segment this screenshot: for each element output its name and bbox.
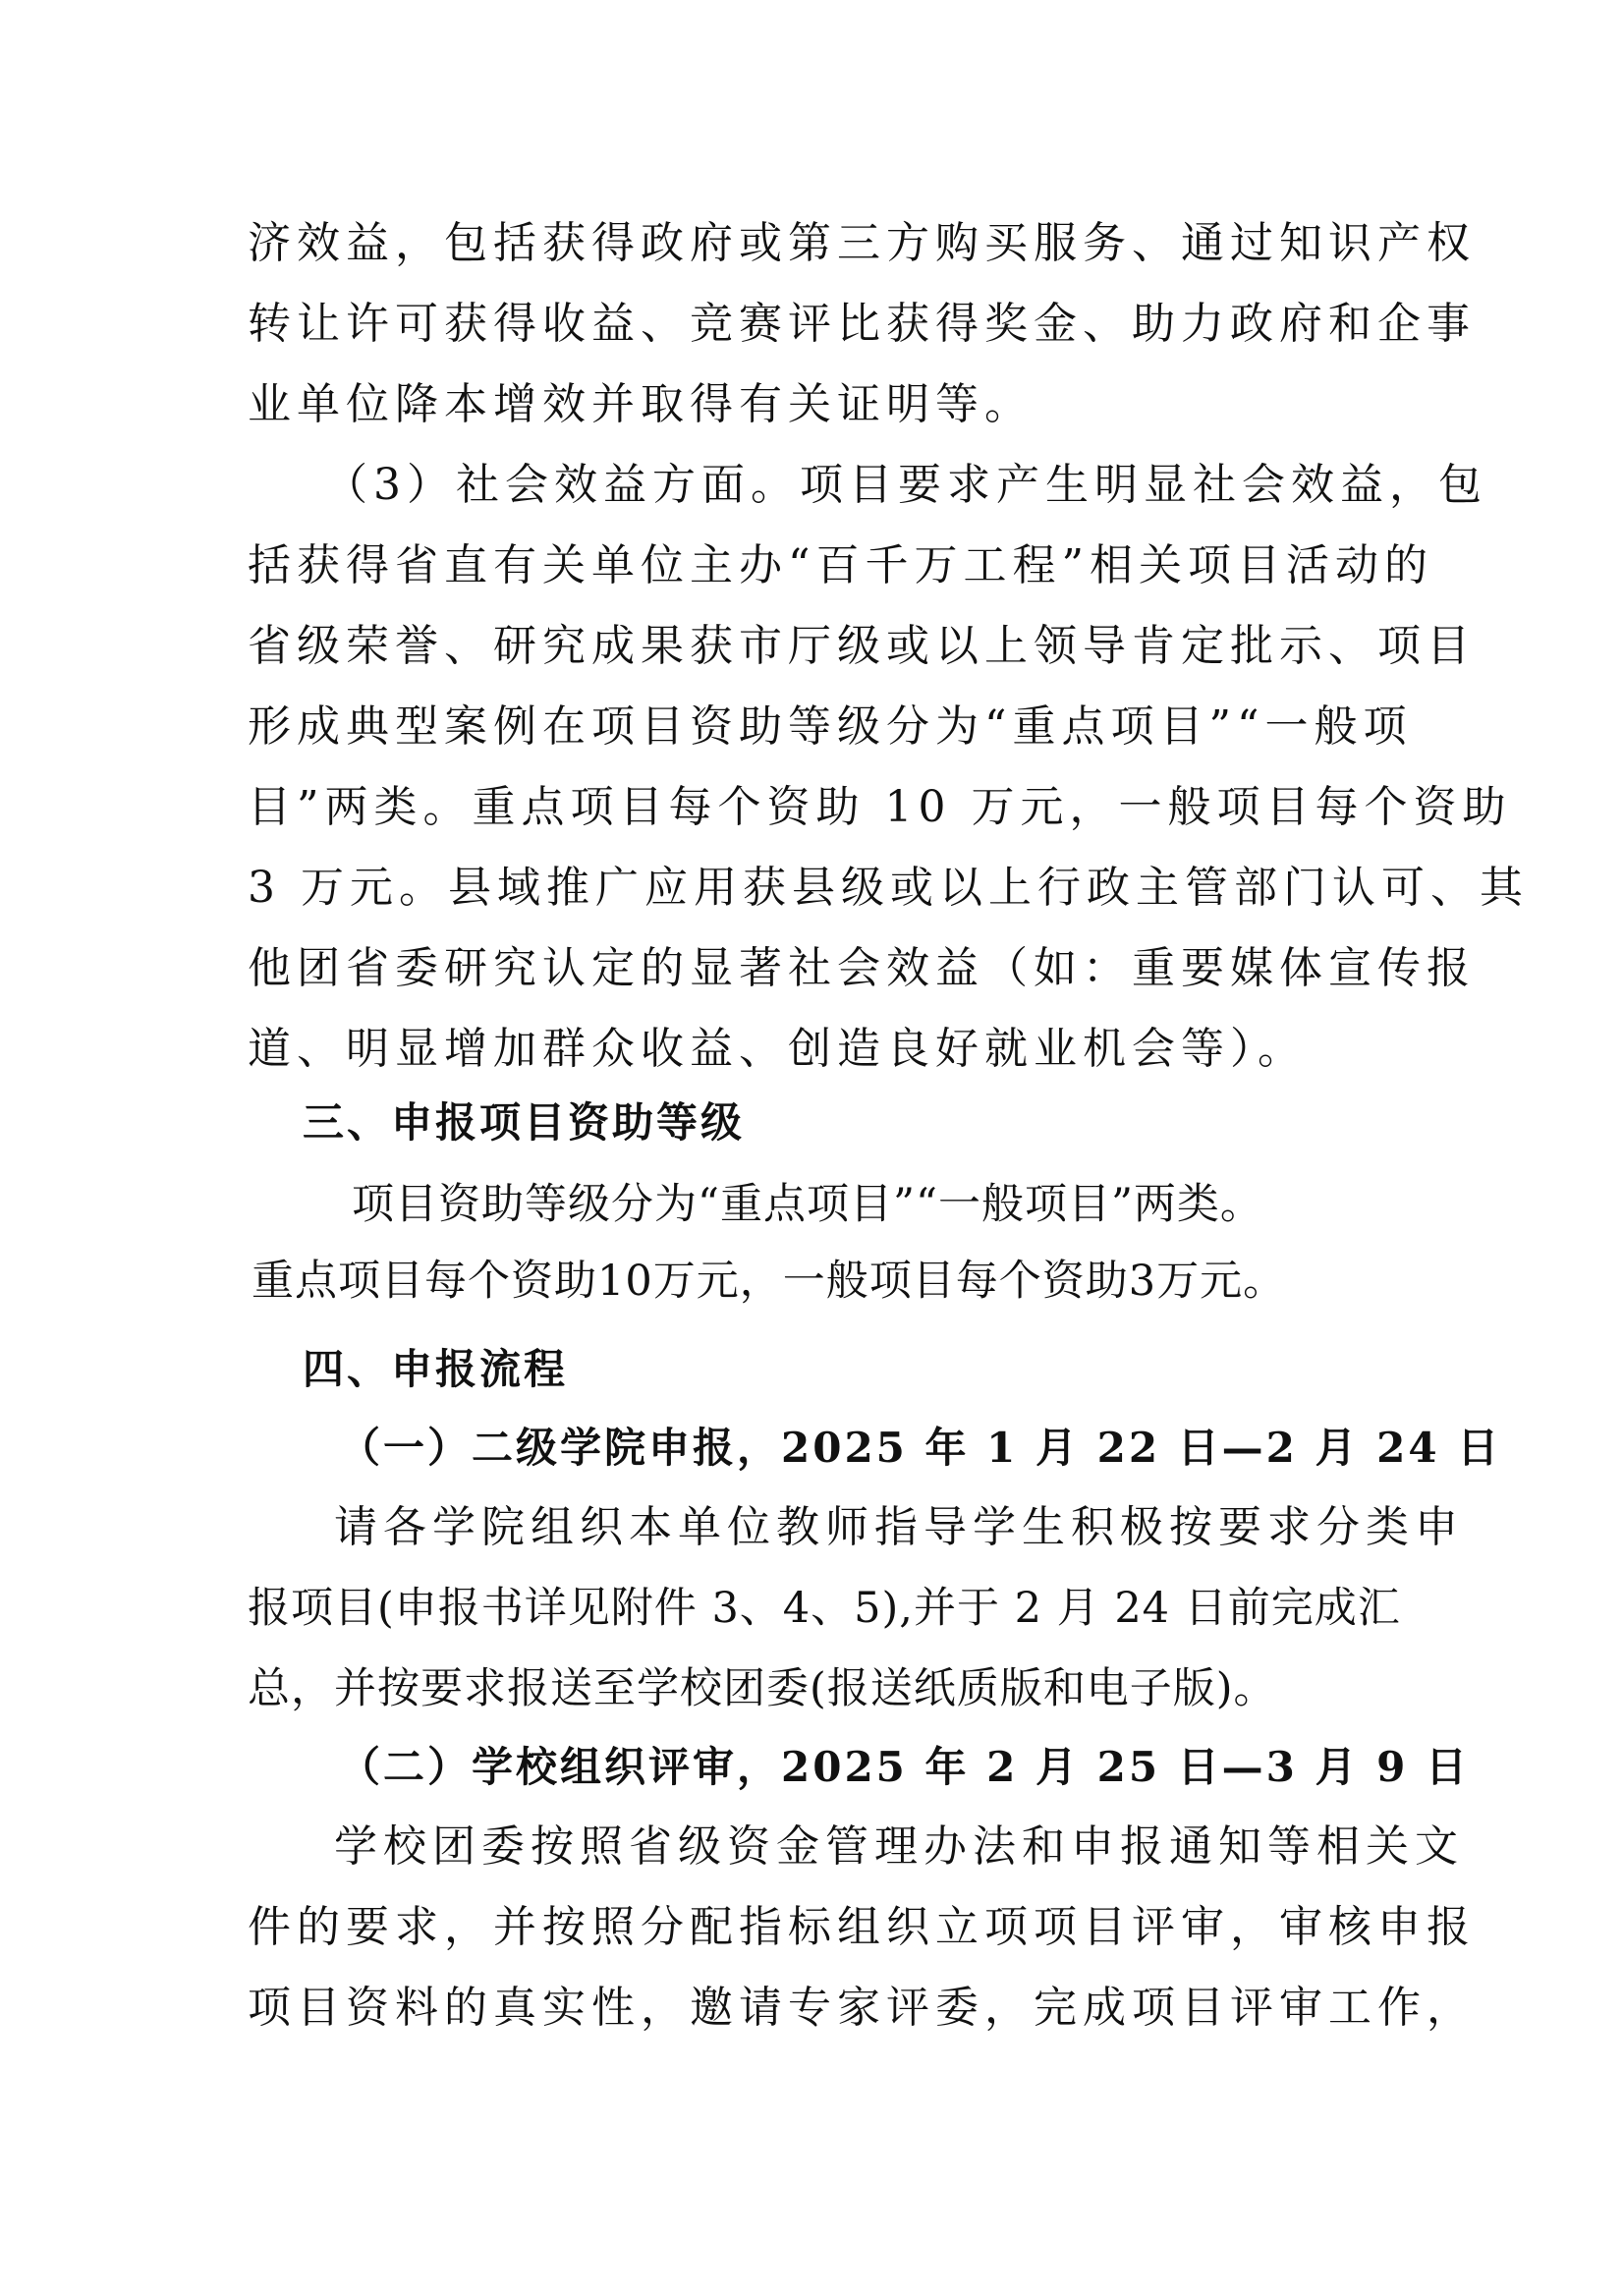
body-text-line: 目”两类。重点项目每个资助 10 万元，一般项目每个资助: [248, 782, 1512, 832]
body-text-line: 道、明显增加群众收益、创造良好就业机会等）。: [248, 1024, 1307, 1074]
body-text-line: （3）社会效益方面。项目要求产生明显社会效益，包: [324, 460, 1487, 510]
body-text-line: 形成典型案例在项目资助等级分为“重点项目”“一般项: [248, 701, 1413, 752]
subsection-title-2: （二）学校组织评审，2025 年 2 月 25 日—3 月 9 日: [339, 1743, 1470, 1791]
body-text-line: 济效益，包括获得政府或第三方购买服务、通过知识产权: [248, 218, 1476, 268]
body-text-line: 3 万元。县域推广应用获县级或以上行政主管部门认可、其: [248, 863, 1529, 913]
body-text-line: 他团省委研究认定的显著社会效益（如：重要媒体宣传报: [248, 943, 1476, 993]
body-text-line: 学校团委按照省级资金管理办法和申报通知等相关文: [334, 1821, 1464, 1872]
subsection-title-1: （一）二级学院申报，2025 年 1 月 22 日—2 月 24 日: [339, 1424, 1502, 1472]
body-text-line: 括获得省直有关单位主办“百千万工程”相关项目活动的: [248, 540, 1433, 590]
body-text-line: 业单位降本增效并取得有关证明等。: [248, 379, 1034, 429]
section-heading-3: 三、申报项目资助等级: [303, 1098, 746, 1147]
body-text-line: 件的要求，并按照分配指标组织立项项目评审，审核申报: [248, 1902, 1476, 1952]
body-text-line: 转让许可获得收益、竞赛评比获得奖金、助力政府和企事: [248, 299, 1476, 349]
body-text-line: 省级荣誉、研究成果获市厅级或以上领导肯定批示、项目: [248, 621, 1476, 671]
section3-paragraph-line: 项目资助等级分为“重点项目”“一般项目”两类。: [352, 1180, 1263, 1229]
body-text-line: 总，并按要求报送至学校团委(报送纸质版和电子版)。: [248, 1664, 1277, 1713]
body-text-line: 项目资料的真实性，邀请专家评委，完成项目评审工作，: [248, 1983, 1476, 2033]
section3-paragraph-line: 重点项目每个资助10万元，一般项目每个资助3万元。: [252, 1257, 1287, 1306]
section-heading-4: 四、申报流程: [303, 1345, 569, 1393]
body-text-line: 报项目(申报书详见附件 3、4、5),并于 2 月 24 日前完成汇: [248, 1584, 1401, 1633]
body-text-line: 请各学院组织本单位教师指导学生积极按要求分类申: [334, 1502, 1464, 1552]
